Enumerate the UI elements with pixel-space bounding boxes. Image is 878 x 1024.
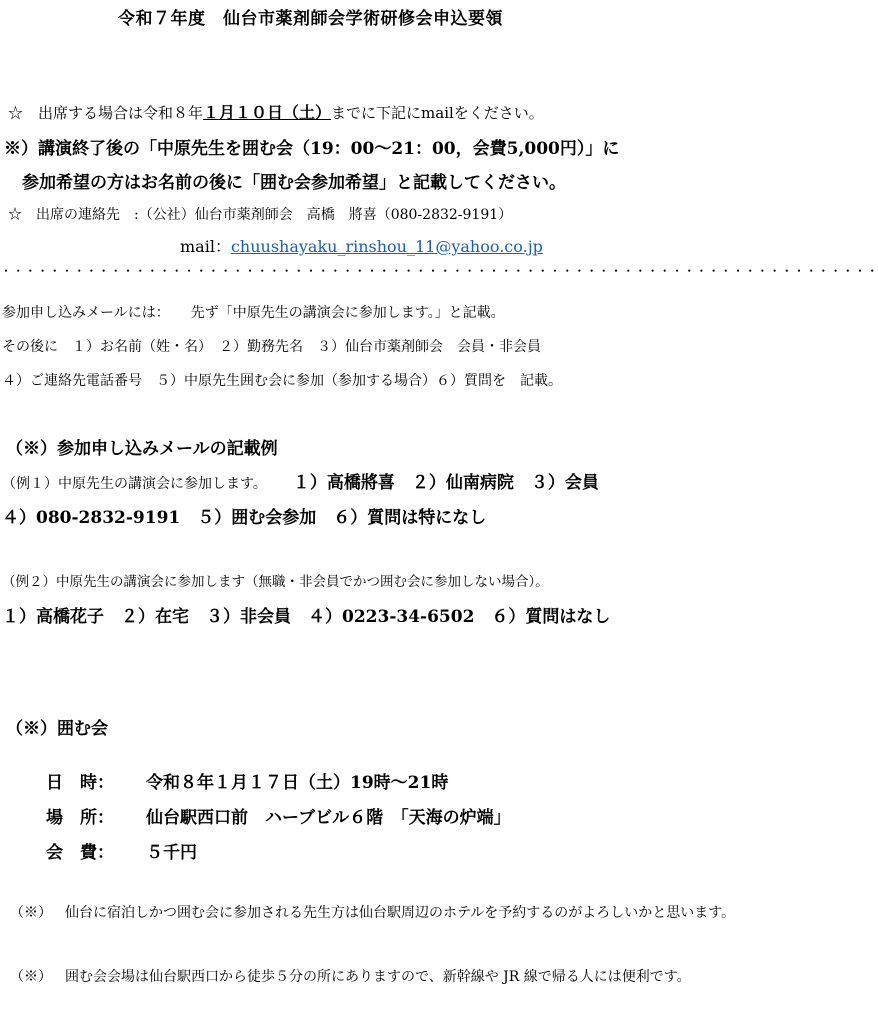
examples-heading: （※）参加申し込みメールの記載例 — [6, 439, 278, 459]
note-mark: （※） — [10, 969, 52, 985]
gathering-place-row — [46, 803, 511, 828]
deadline-line — [8, 100, 544, 123]
dotted-separator: ・・・・・・・・・・・・・・・・・・・・・・・・・・・・・・・・・・・・・・・・・・・・・・・・・・・・・・・・・・・・・・・・・・・・・・・・ — [0, 264, 878, 278]
deadline-suffix: までに下記にmailをください。 — [331, 104, 544, 122]
deadline-prefix: ☆ 出席する場合は令和８年 — [8, 104, 204, 122]
gathering-place-value: 仙台駅西口前 ハーブビル６階 「天海の炉端」 — [146, 808, 511, 828]
gathering-heading: （※）囲む会 — [6, 719, 108, 739]
gathering-date-label: 日 時： — [46, 773, 114, 793]
example1-line2: ４）080-2832-9191 ５）囲む会参加 ６）質問は特になし — [2, 508, 487, 528]
instructions-line3: ４）ご連絡先電話番号 ５）中原先生囲む会に参加（参加する場合）６）質問を 記載。 — [2, 373, 562, 389]
contact-mail-line — [180, 234, 543, 257]
note-text: 囲む会会場は仙台駅西口から徒歩５分の所にありますので、新幹線や JR 線で帰る人には便利です。 — [65, 969, 691, 985]
example2-line2: １）高橋花子 ２）在宅 ３）非会員 ４）0223-34-6502 ６）質問はなし — [2, 607, 611, 627]
note-item — [10, 898, 785, 928]
gathering-fee-value: ５千円 — [146, 843, 197, 863]
social-note-line2: 参加希望の方はお名前の後に「囲む会参加希望」と記載してください。 — [22, 173, 566, 193]
example2-intro: （例２）中原先生の講演会に参加します（無職・非会員でかつ囲む会に参加しない場合）。 — [2, 574, 549, 590]
note-item — [10, 962, 785, 992]
example1-line1 — [2, 468, 599, 493]
instructions-line1: 参加申し込みメールには： 先ず「中原先生の講演会に参加します。」と記載。 — [2, 305, 505, 321]
note-mark: （※） — [10, 905, 52, 921]
gathering-date-value: 令和８年１月１７日（土）19時〜21時 — [146, 773, 449, 793]
example1-items: １）高橋將喜 ２）仙南病院 ３）会員 — [292, 473, 599, 493]
social-note-line1: ※）講演終了後の「中原先生を囲む会（19：00〜21：00，会費5,000円）」に — [4, 139, 620, 159]
gathering-date-row — [46, 768, 448, 793]
mail-label: mail： — [180, 237, 231, 256]
gathering-fee-row — [46, 838, 197, 863]
contact-line: ☆ 出席の連絡先 :（公社）仙台市薬剤師会 高橋 將喜（080-2832-9191） — [8, 207, 513, 223]
gathering-place-label: 場 所： — [46, 808, 114, 828]
mail-address-link[interactable]: chuushayaku_rinshou_11@yahoo.co.jp — [230, 237, 543, 256]
deadline-date: １月１０日（土） — [203, 103, 332, 122]
note-text: 仙台に宿泊しかつ囲む会に参加される先生方は仙台駅周辺のホテルを予約するのがよろしいかと思います。 — [65, 905, 736, 921]
instructions-line2: その後に １）お名前（姓・名） ２）勤務先名 ３）仙台市薬剤師会 会員・非会員 — [2, 339, 541, 355]
gathering-fee-label: 会 費： — [46, 843, 114, 863]
example1-intro: （例１）中原先生の講演会に参加します。 — [2, 476, 267, 492]
page-title: 令和７年度 仙台市薬剤師会学術研修会申込要領 — [118, 9, 503, 29]
